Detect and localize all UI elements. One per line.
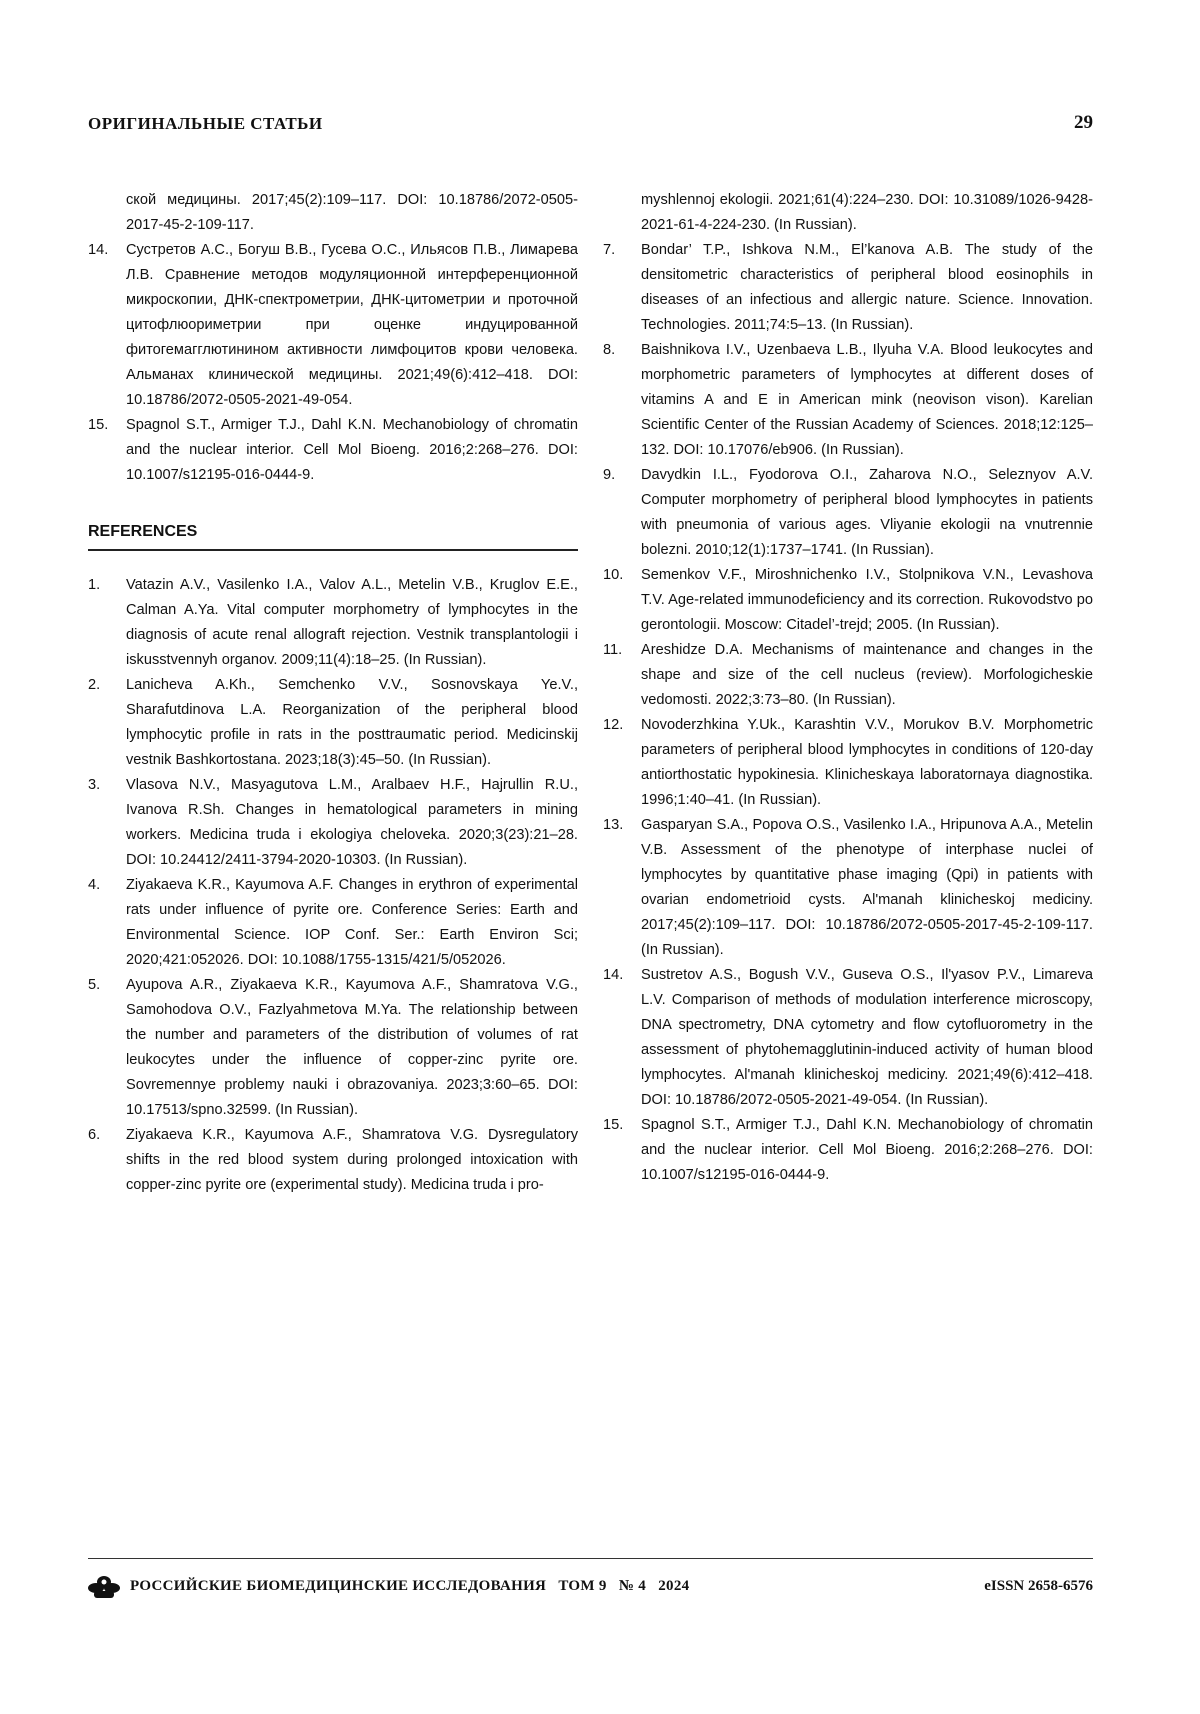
right-column (603, 188, 1093, 1188)
reference-number: 1. (88, 577, 101, 593)
journal-logo-icon (88, 1572, 120, 1605)
reference-number: 8. (603, 342, 616, 358)
reference-number: 13. (603, 817, 624, 833)
reference-text: Novoderzhkina Y.Uk., Karashtin V.V., Morukov B.V. Morphometric parameters of peripheral blood lymphocytes in conditions of 120-day antiorthostatic hypokinesia. Klinicheskaya laboratornaya diagnostika. 1996;1:40–41. (In Russian). (641, 717, 1093, 808)
reference-number: 4. (88, 877, 101, 893)
reference-text: Lanicheva A.Kh., Semchenko V.V., Sosnovskaya Ye.V., Sharafutdinova L.A. Reorganization of the peripheral blood lymphocytic profile in rats in the posttraumatic period. Medicinskij vestnik Bashkortostana. 2023;18(3):45–50. (In Russian). (126, 677, 578, 768)
reference-text: Bondar’ T.P., Ishkova N.M., El’kanova A.B. The study of the densitometric characteristics of peripheral blood eosinophils in diseases of an infectious and allergic nature. Science. Innovation. Technologies. 2011;74:5–13. (In Russian). (641, 242, 1093, 333)
reference-number: 7. (603, 242, 616, 258)
reference-number: 10. (603, 567, 624, 583)
reference-item (603, 463, 1093, 563)
reference-text: Baishnikova I.V., Uzenbaeva L.B., Ilyuha V.A. Blood leukocytes and morphometric parameters of lymphocytes at different doses of vitamins A and E in American mink (neovison vison). Karelian Scientific Center of the Russian Academy of Sciences. 2018;12:125–132. DOI: 10.17076/eb906. (In Russian). (641, 342, 1093, 458)
reference-text: Ayupova A.R., Ziyakaeva K.R., Kayumova A.F., Shamratova V.G., Samohodova O.V., Fazlyahmetova M.Ya. The relationship between the number and parameters of the distribution of volumes of rat leukocytes under the influence of copper-zinc pyrite ore. Sovremennye problemy nauki i obrazovaniya. 2023;3:60–65. DOI: 10.17513/spno.32599. (In Russian). (126, 977, 578, 1118)
footer-divider (88, 1558, 1093, 1559)
references-heading: REFERENCES (88, 523, 198, 540)
reference-item (88, 573, 578, 673)
reference-item (603, 813, 1093, 963)
reference-text: Сустретов А.С., Богуш В.В., Гусева О.С., Ильясов П.В., Лимарева Л.В. Сравнение методов модуляционной интерференционной микроскопии, ДНК-спектрометрии, ДНК-цитометрии и проточной цитофлюориметрии при оценке индуцированной фитогемагглютинином активности лимфоцитов крови человека. Альманах клинической медицины. 2021;49(6):412–418. DOI: 10.18786/2072-0505-2021-49-054. (126, 242, 578, 408)
reference-item (603, 713, 1093, 813)
reference-item (603, 638, 1093, 713)
reference-text: Ziyakaeva K.R., Kayumova A.F., Shamratova V.G. Dysregulatory shifts in the red blood system during prolonged intoxication with copper-zinc pyrite ore (experimental study). Medicina truda i pro- (126, 1127, 578, 1193)
reference-item (603, 338, 1093, 463)
journal-issn: eISSN 2658-6576 (984, 1578, 1093, 1594)
continued-reference (603, 188, 1093, 238)
references-divider (88, 549, 578, 551)
reference-item (88, 238, 578, 413)
reference-item (88, 973, 578, 1123)
reference-number: 11. (603, 642, 623, 658)
reference-text: Ziyakaeva K.R., Kayumova A.F. Changes in erythron of experimental rats under influence of pyrite ore. Conference Series: Earth and Environmental Science. IOP Conf. Ser.: Earth Environ Sci; 2020;421:052026. DOI: 10.1088/1755-1315/421/5/052026. (126, 877, 578, 968)
reference-item (88, 673, 578, 773)
page-footer (88, 1572, 1093, 1602)
reference-item (603, 1113, 1093, 1188)
reference-item (88, 413, 578, 488)
reference-item (603, 963, 1093, 1113)
reference-text: Spagnol S.T., Armiger T.J., Dahl K.N. Mechanobiology of chromatin and the nuclear interior. Cell Mol Bioeng. 2016;2:268–276. DOI: 10.1007/s12195-016-0444-9. (641, 1117, 1093, 1183)
journal-name: РОССИЙСКИЕ БИОМЕДИЦИНСКИЕ ИССЛЕДОВАНИЯ ТОМ 9 № 4 2024 (130, 1578, 690, 1594)
reference-item (603, 563, 1093, 638)
page-header (88, 110, 1093, 140)
reference-item (88, 1123, 578, 1198)
reference-item (88, 873, 578, 973)
reference-text: Gasparyan S.A., Popova O.S., Vasilenko I.A., Hripunova A.A., Metelin V.B. Assessment of the phenotype of interphase nuclei of lymphocytes by quantitative phase imaging (Qpi) in patients with ovarian endometrioid cysts. Al'manah klinicheskoj mediciny. 2017;45(2):109–117. DOI: 10.18786/2072-0505-2017-45-2-109-117. (In Russian). (641, 817, 1093, 958)
reference-number: 15. (603, 1117, 624, 1133)
reference-item (603, 238, 1093, 338)
section-title: ОРИГИНАЛЬНЫЕ СТАТЬИ (88, 114, 323, 133)
reference-text: Sustretov A.S., Bogush V.V., Guseva O.S., Il'yasov P.V., Limareva L.V. Comparison of methods of modulation interference microscopy, DNA spectrometry, DNA cytometry and flow cytofluorometry in the assessment of phytohemagglutinin-induced activity of human blood lymphocytes. Al'manah klinicheskoj mediciny. 2021;49(6):412–418. DOI: 10.18786/2072-0505-2021-49-054. (In Russian). (641, 967, 1093, 1108)
reference-text: ской медицины. 2017;45(2):109–117. DOI: 10.18786/2072-0505-2017-45-2-109-117. (126, 192, 578, 233)
reference-number: 6. (88, 1127, 101, 1143)
reference-text: Vlasova N.V., Masyagutova L.M., Aralbaev H.F., Hajrullin R.U., Ivanova R.Sh. Changes in hematological parameters in mining workers. Medicina truda i ekologiya cheloveka. 2020;3(23):21–28. DOI: 10.24412/2411-3794-2020-10303. (In Russian). (126, 777, 578, 868)
reference-number: 14. (603, 967, 624, 983)
reference-number: 3. (88, 777, 101, 793)
reference-number: 14. (88, 242, 109, 258)
reference-number: 12. (603, 717, 624, 733)
reference-text: Vatazin A.V., Vasilenko I.A., Valov A.L., Metelin V.B., Kruglov E.E., Calman A.Ya. Vital computer morphometry of lymphocytes in the diagnosis of acute renal allograft rejection. Vestnik transplantologii i iskusstvennyh organov. 2009;11(4):18–25. (In Russian). (126, 577, 578, 668)
reference-number: 9. (603, 467, 616, 483)
reference-text: Areshidze D.A. Mechanisms of maintenance and changes in the shape and size of the cell nucleus (review). Morfologicheskie vedomosti. 2022;3:73–80. (In Russian). (641, 642, 1093, 708)
reference-text: Semenkov V.F., Miroshnichenko I.V., Stolpnikova V.N., Levashova T.V. Age-related immunodeficiency and its correction. Rukovodstvo po gerontologii. Moscow: Citadel’-trejd; 2005. (In Russian). (641, 567, 1093, 633)
left-column (88, 188, 578, 1198)
reference-text: Davydkin I.L., Fyodorova O.I., Zaharova N.O., Seleznyov A.V. Computer morphometry of peripheral blood lymphocytes in patients with pneumonia of various ages. Vliyanie ekologii na vnutrennie bolezni. 2010;12(1):1737–1741. (In Russian). (641, 467, 1093, 558)
continued-reference (88, 188, 578, 238)
reference-item (88, 773, 578, 873)
reference-text: myshlennoj ekologii. 2021;61(4):224–230. DOI: 10.31089/1026-9428-2021-61-4-224-230. (In Russian). (641, 192, 1093, 233)
reference-number: 2. (88, 677, 101, 693)
reference-number: 15. (88, 417, 109, 433)
reference-number: 5. (88, 977, 101, 993)
reference-text: Spagnol S.T., Armiger T.J., Dahl K.N. Mechanobiology of chromatin and the nuclear interior. Cell Mol Bioeng. 2016;2:268–276. DOI: 10.1007/s12195-016-0444-9. (126, 417, 578, 483)
page-number: 29 (1074, 112, 1093, 133)
